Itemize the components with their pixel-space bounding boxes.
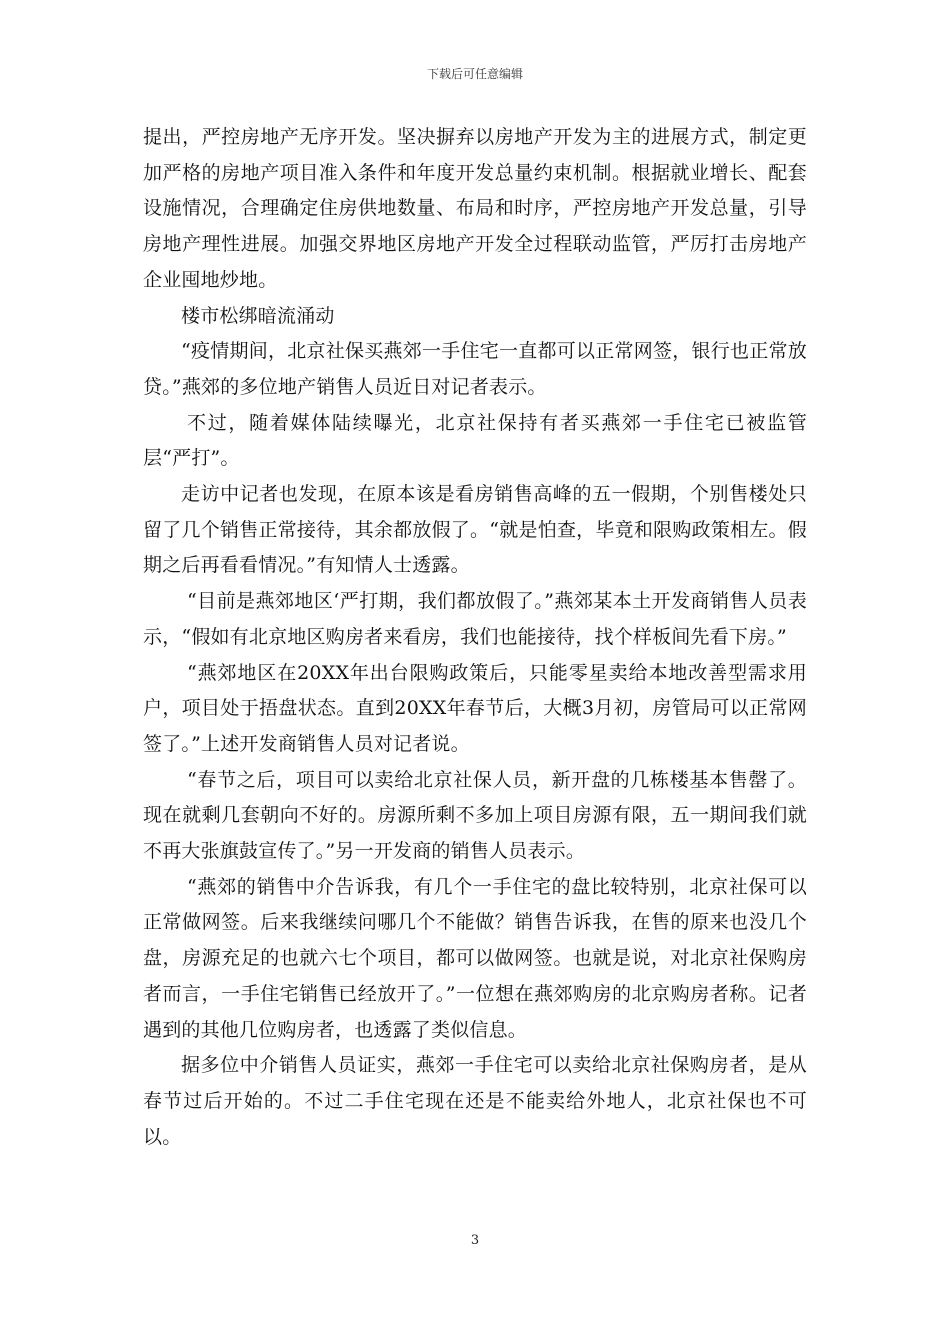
paragraph: 据多位中介销售人员证实，燕郊一手住宅可以卖给北京社保购房者，是从春节过后开始的。不过二手住宅现在还是不能卖给外地人，北京社保也不可以。 — [143, 1054, 807, 1148]
paragraph-continuation: 提出，严控房地产无序开发。坚决摒弃以房地产开发为主的进展方式，制定更加严格的房地产项目准入条件和年度开发总量约束机制。根据就业增长、配套设施情况，合理确定住房供地数量、布局和时序，严控房地产开发总量，引导房地产理性进展。加强交界地区房地产开发全过程联动监管，严厉打击房地产企业囤地炒地。 — [143, 126, 807, 291]
paragraph: “目前是燕郊地区‘严打期，我们都放假了。”燕郊某本土开发商销售人员表示，“假如有北京地区购房者来看房，我们也能接待，找个样板间先看下房。” — [143, 590, 807, 648]
paragraph: “春节之后，项目可以卖给北京社保人员，新开盘的几栋楼基本售罄了。现在就剩几套朝向不好的。房源所剩不多加上项目房源有限，五一期间我们就不再大张旗鼓宣传了。”另一开发商的销售人员表示。 — [143, 768, 807, 863]
document-body — [143, 120, 807, 1155]
page-header: 下载后可任意编辑 — [426, 67, 523, 81]
paragraph: “燕郊的销售中介告诉我，有几个一手住宅的盘比较特别，北京社保可以正常做网签。后来我继续问哪几个不能做？销售告诉我，在售的原来也没几个盘，房源充足的也就六七个项目，都可以做网签。也就是说，对北京社保购房者而言，一手住宅销售已经放开了。”一位想在燕郊购房的北京购房者称。记者遇到的其他几位购房者，也透露了类似信息。 — [143, 875, 807, 1041]
paragraph: 走访中记者也发现，在原本该是看房销售高峰的五一假期，个别售楼处只留了几个销售正常接待，其余都放假了。“就是怕查，毕竟和限购政策相左。假期之后再看看情况。”有知情人士透露。 — [143, 483, 807, 577]
paragraph: 不过，随着媒体陆续曝光，北京社保持有者买燕郊一手住宅已被监管层“严打”。 — [143, 411, 807, 470]
page-number: 3 — [470, 1233, 480, 1248]
paragraph: “疫情期间，北京社保买燕郊一手住宅一直都可以正常网签，银行也正常放贷。”燕郊的多位地产销售人员近日对记者表示。 — [143, 340, 807, 398]
paragraph: “燕郊地区在20XX年出台限购政策后，只能零星卖给本地改善型需求用户，项目处于捂盘状态。直到20XX年春节后，大概3月初，房管局可以正常网签了。”上述开发商销售人员对记者说。 — [143, 661, 807, 755]
section-heading: 楼市松绑暗流涌动 — [181, 304, 335, 327]
